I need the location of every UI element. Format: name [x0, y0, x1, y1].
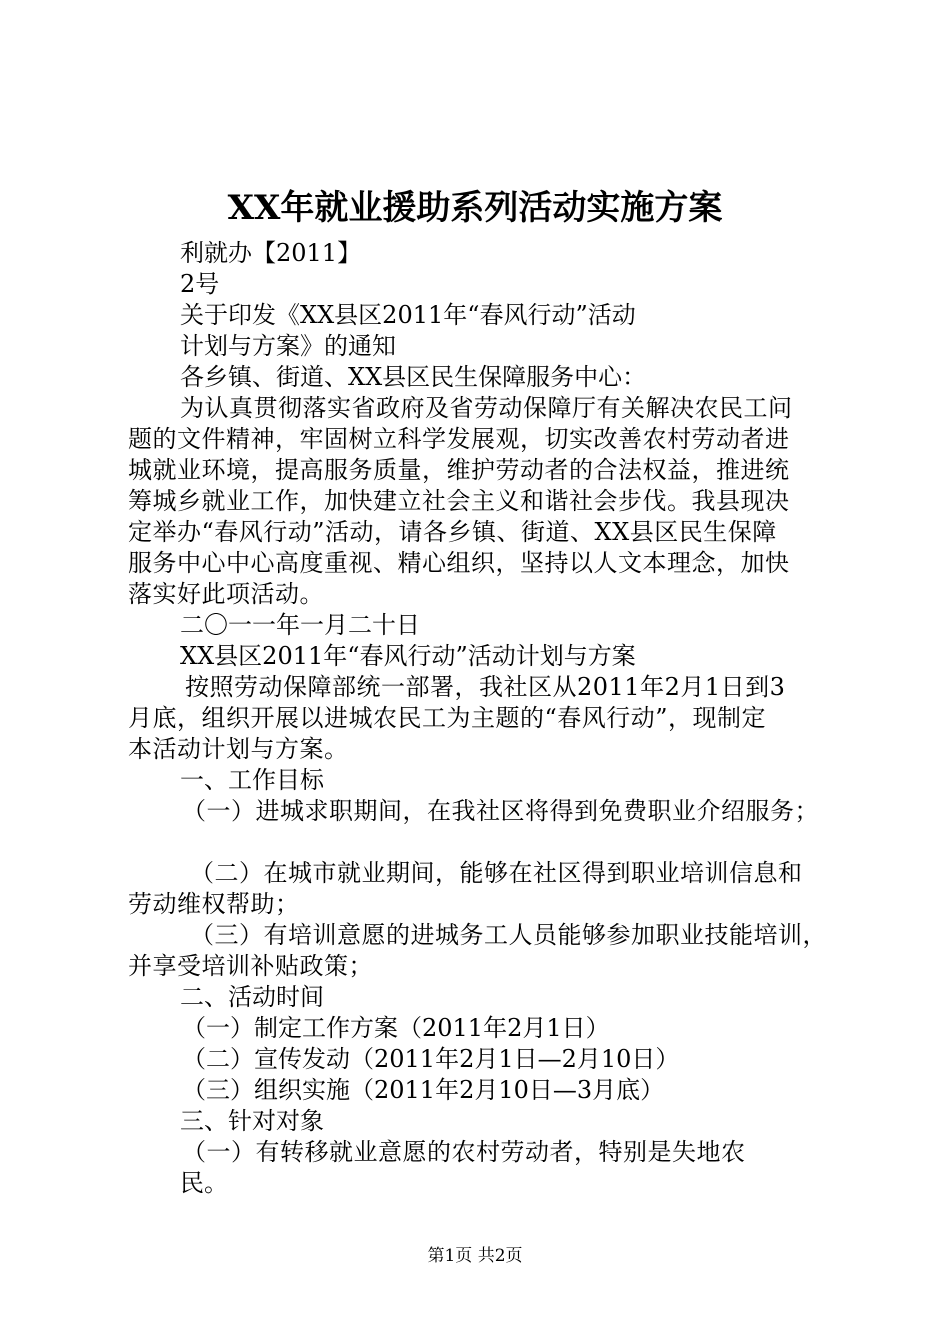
section-heading-2: 二、活动时间 [180, 983, 324, 1011]
list-item: （一）制定工作方案（2011年2月1日） [182, 1014, 610, 1042]
paragraph-line: 服务中心中心高度重视、精心组织，坚持以人文本理念，加快 [128, 549, 790, 577]
recipient-line: 各乡镇、街道、XX县区民生保障服务中心： [180, 363, 647, 391]
paragraph-line: 题的文件精神，牢固树立科学发展观，切实改善农村劳动者进 [128, 425, 790, 453]
list-item: （二）宣传发动（2011年2月1日—2月10日） [182, 1045, 680, 1073]
list-item: （三）组织实施（2011年2月10日—3月底） [182, 1076, 665, 1104]
list-item: （一）有转移就业意愿的农村劳动者，特别是失地农 [182, 1138, 746, 1166]
plan-title-line: XX县区2011年“春风行动”活动计划与方案 [180, 642, 636, 670]
list-item: （三）有培训意愿的进城务工人员能够参加职业技能培训， [190, 921, 827, 949]
paragraph-line: 定举办“春风行动”活动，请各乡镇、街道、XX县区民生保障 [128, 518, 777, 546]
paragraph-line: 为认真贯彻落实省政府及省劳动保障厅有关解决农民工问 [180, 394, 793, 422]
list-item-continuation: 劳动维权帮助； [128, 890, 300, 918]
notice-subject-line-1: 关于印发《XX县区2011年“春风行动”活动 [180, 301, 636, 329]
paragraph-line: 城就业环境，提高服务质量，维护劳动者的合法权益，推进统 [128, 456, 790, 484]
list-item-continuation: 并享受培训补贴政策； [128, 952, 373, 980]
notice-subject-line-2: 计划与方案》的通知 [180, 332, 396, 360]
document-title: XX年就业援助系列活动实施方案 [227, 188, 723, 228]
paragraph-line: 本活动计划与方案。 [128, 735, 349, 763]
doc-number-suffix: 2号 [180, 270, 220, 298]
section-heading-3: 三、针对对象 [180, 1107, 324, 1135]
date-line: 二〇一一年一月二十日 [180, 611, 420, 639]
paragraph-line: 按照劳动保障部统一部署，我社区从2011年2月1日到3 [185, 673, 786, 701]
list-item: （二）在城市就业期间，能够在社区得到职业培训信息和 [190, 859, 803, 887]
paragraph-line: 筹城乡就业工作，加快建立社会主义和谐社会步伐。我县现决 [128, 487, 790, 515]
paragraph-line: 月底，组织开展以进城农民工为主题的“春风行动”，现制定 [128, 704, 767, 732]
list-item-continuation: 民。 [180, 1169, 228, 1197]
page-footer: 第1页 共2页 [427, 1246, 523, 1266]
paragraph-line: 落实好此项活动。 [128, 580, 324, 608]
doc-number-line: 利就办【2011】 [180, 239, 362, 267]
list-item: （一）进城求职期间，在我社区将得到免费职业介绍服务； [182, 797, 819, 825]
section-heading-1: 一、工作目标 [180, 766, 324, 794]
